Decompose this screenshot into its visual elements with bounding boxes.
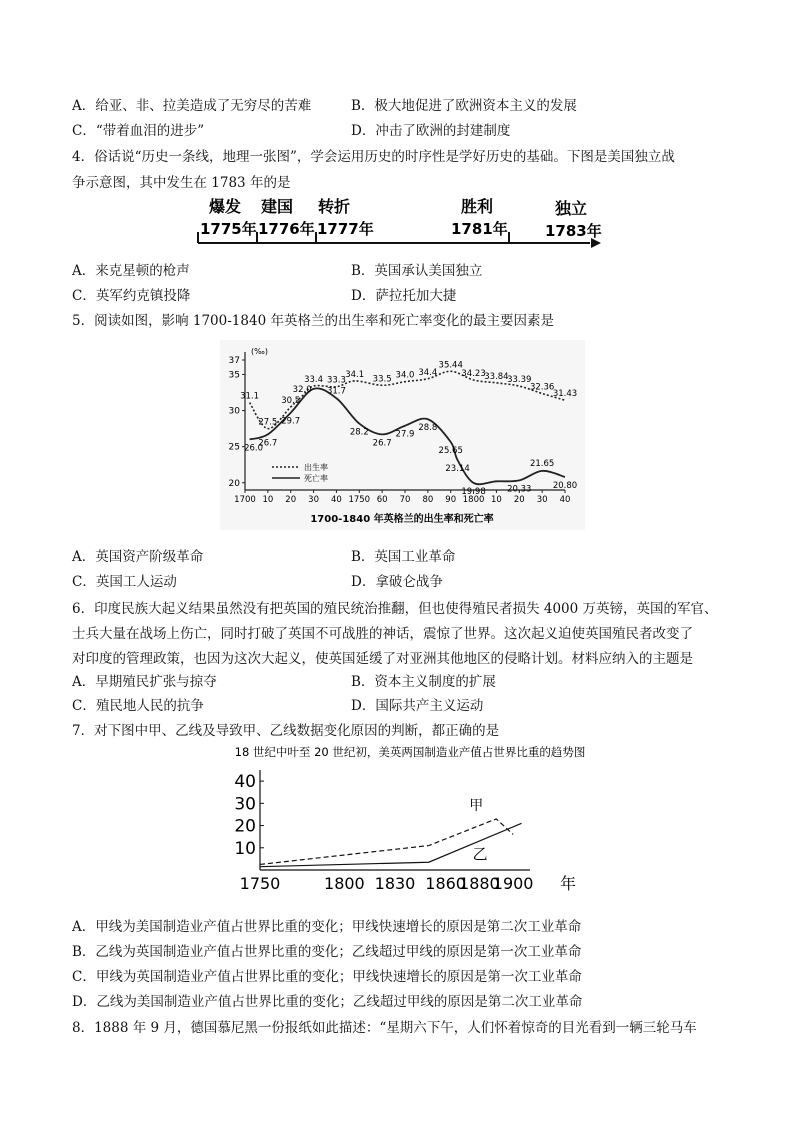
birth-rate-label-9: 34.4 [418, 367, 438, 378]
birth-rate-label-2: 30.5 [281, 395, 301, 406]
q3-option-b: B．极大地促进了欧洲资本主义的发展 [351, 98, 577, 114]
q6-stem-line3: 对印度的管理政策，也因为这次大起义，使英国延缓了对亚洲其他地区的侵略计划。材料应纳入的主题是 [72, 651, 693, 667]
timeline-year-1: 1776年 [258, 220, 315, 238]
death-rate-label-9: 25.65 [438, 445, 463, 456]
chart1-xtick-label-10: 1800 [462, 495, 485, 505]
q7-option-b: B．乙线为英国制造业产值占世界比重的变化；乙线超过甲线的原因是第一次工业革命 [72, 944, 582, 960]
q4-option-b: B．英国承认美国独立 [351, 263, 483, 279]
chart2-ytick-label-2: 30 [234, 794, 256, 815]
death-rate-label-15: 20.80 [552, 481, 578, 491]
q7-option-c: C．甲线为英国制造业产值占世界比重的变化；甲线快速增长的原因是第一次工业革命 [72, 969, 582, 985]
chart1-xtick-label-2: 20 [285, 495, 297, 505]
series-jia-label: 甲 [469, 798, 484, 814]
birth-rate-label-7: 33.5 [372, 374, 392, 385]
q4-timeline [195, 194, 605, 254]
q5-option-d: D．拿破仑战争 [351, 574, 443, 590]
birth-rate-label-4: 33.4 [304, 375, 324, 385]
q6-option-c: C．殖民地人民的抗争 [72, 698, 204, 714]
death-rate-label-13: 20.33 [507, 484, 532, 495]
chart1-xtick-label-4: 40 [331, 495, 342, 505]
birth-rate-label-1: 27.5 [258, 417, 278, 428]
chart2-xtick-label-3: 1860 [425, 874, 466, 893]
q5-option-b: B．英国工业革命 [351, 549, 456, 565]
chart1-ytick-label-4: 37 [228, 356, 240, 366]
chart1-title: 1700-1840 年英格兰的出生率和死亡率 [310, 514, 494, 525]
timeline-year-4: 1783年 [545, 222, 602, 240]
birth-rate-label-14: 32.36 [529, 382, 555, 393]
death-rate-label-10: 23.14 [445, 464, 470, 475]
birth-death-rate-chart [220, 340, 585, 530]
chart1-xtick-label-3: 30 [308, 495, 319, 505]
chart1-ytick-label-0: 20 [228, 478, 240, 489]
chart2-xlabel: 年 [560, 874, 577, 893]
birth-rate-label-0: 31.1 [240, 391, 260, 402]
q6-option-d: D．国际共产主义运动 [351, 698, 484, 714]
chart1-xtick-label-8: 80 [422, 495, 434, 505]
q3-option-a: A．给亚、非、拉美造成了无穷尽的苦难 [72, 98, 312, 114]
death-rate-label-1: 26.7 [258, 438, 278, 449]
q5-stem: 5．阅读如图，影响 1700-1840 年英格兰的出生率和死亡率变化的最主要因素是 [72, 313, 554, 329]
death-rate-label-11: 19.98 [461, 486, 486, 497]
chart1-xtick-label-6: 60 [376, 495, 388, 505]
death-rate-label-14: 21.65 [529, 458, 555, 469]
chart1-xtick-label-9: 90 [445, 495, 457, 505]
q7-option-d: D．乙线为美国制造业产值占世界比重的变化；乙线超过甲线的原因是第二次工业革命 [72, 994, 583, 1010]
chart1-legend-birth-label: 出生率 [304, 463, 328, 472]
timeline-year-2: 1777年 [317, 220, 374, 238]
timeline-event-1: 建国 [261, 197, 294, 216]
q5-option-c: C．英国工人运动 [72, 574, 177, 590]
q6-stem-line2: 士兵大量在战场上伤亡，同时打破了英国不可战胜的神话，震惊了世界。这次起义迫使英国殖民者改变了 [72, 626, 693, 642]
q6-option-a: A．早期殖民扩张与掠夺 [72, 674, 217, 690]
birth-rate-label-6: 34.1 [345, 369, 365, 380]
timeline-event-0: 爆发 [209, 197, 242, 216]
q8-stem: 8．1888 年 9 月，德国慕尼黑一份报纸如此描述：“星期六下午，人们怀着惊奇的目光看到一辆三轮马车 [72, 1020, 697, 1036]
timeline-event-2: 转折 [318, 197, 351, 216]
birth-rate-label-12: 33.84 [484, 371, 509, 382]
q6-option-b: B．资本主义制度的扩展 [351, 674, 496, 690]
death-rate-label-6: 26.7 [372, 438, 392, 449]
q4-option-a: A．来克星顿的枪声 [72, 263, 190, 279]
chart2-ytick-label-1: 20 [234, 816, 256, 837]
birth-rate-label-10: 35.44 [438, 360, 463, 371]
chart1-ytick-label-3: 35 [228, 370, 240, 381]
birth-rate-label-11: 34.23 [461, 369, 486, 380]
birth-rate-label-5: 33.3 [326, 375, 346, 386]
chart1-xtick-label-11: 10 [491, 495, 502, 505]
timeline-year-3: 1781年 [451, 220, 508, 238]
manufacturing-share-chart [230, 745, 590, 895]
chart2-ytick-label-0: 10 [234, 838, 256, 859]
timeline-event-4: 独立 [555, 199, 588, 218]
birth-rate-label-8: 34.0 [395, 370, 415, 381]
death-rate-label-0: 26.0 [244, 443, 264, 454]
chart1-xtick-label-13: 30 [536, 495, 548, 505]
chart1-ytick-label-1: 25 [228, 442, 240, 453]
death-rate-label-8: 28.8 [418, 423, 438, 434]
death-rate-label-2: 29.7 [281, 416, 301, 427]
q5-option-a: A．英国资产阶级革命 [72, 549, 204, 565]
chart1-xtick-label-1: 10 [262, 495, 274, 505]
timeline-event-3: 胜利 [461, 197, 494, 216]
chart2-xtick-label-0: 1750 [239, 874, 281, 893]
chart1-ytick-label-2: 30 [228, 406, 240, 417]
chart2-xtick-label-2: 1830 [374, 874, 416, 893]
chart2-ytick-label-3: 40 [234, 772, 256, 793]
birth-rate-label-15: 31.43 [552, 389, 578, 400]
q4-option-d: D．萨拉托加大捷 [351, 288, 457, 304]
q7-stem: 7．对下图中甲、乙线及导致甲、乙线数据变化原因的判断，都正确的是 [72, 723, 500, 739]
death-rate-label-4: 31.7 [326, 386, 346, 397]
series-yi-label: 乙 [472, 844, 488, 863]
timeline-year-0: 1775年 [200, 220, 257, 238]
q7-option-a: A．甲线为美国制造业产值占世界比重的变化；甲线快速增长的原因是第二次工业革命 [72, 919, 582, 935]
chart1-xtick-label-5: 1750 [348, 495, 371, 505]
q6-stem-line1: 6．印度民族大起义结果虽然没有把英国的殖民统治推翻，但也使得殖民者损失 4000 万英镑，英国的军官、 [72, 601, 718, 617]
chart1-legend-death-label: 死亡率 [304, 474, 328, 483]
chart2-xtick-label-5: 1900 [492, 874, 534, 893]
birth-rate-label-3: 32.0 [292, 385, 312, 396]
q4-stem-line2: 争示意图，其中发生在 1783 年的是 [72, 175, 291, 191]
q4-option-c: C．英军约克镇投降 [72, 288, 191, 304]
chart2-xtick-label-4: 1880 [459, 874, 500, 893]
chart1-xtick-label-12: 20 [513, 495, 525, 505]
chart1-ylabel: (‰) [251, 347, 268, 356]
chart2-title: 18 世纪中叶至 20 世纪初，美英两国制造业产值占世界比重的趋势图 [234, 745, 586, 759]
q4-stem-line1: 4．俗话说“历史一条线，地理一张图”，学会运用历史的时序性是学好历史的基础。下图是美国独立战 [72, 149, 675, 165]
chart1-xtick-label-0: 1700 [234, 495, 256, 505]
q3-option-d: D．冲击了欧洲的封建制度 [351, 123, 511, 139]
birth-rate-label-13: 33.39 [507, 375, 532, 386]
death-rate-label-7: 27.9 [395, 429, 415, 440]
chart1-xtick-label-14: 40 [559, 495, 571, 505]
death-rate-label-5: 28.2 [349, 427, 369, 438]
q3-option-c: C．“带着血泪的进步” [72, 123, 205, 139]
chart1-xtick-label-7: 70 [399, 495, 411, 505]
chart2-xtick-label-1: 1800 [324, 874, 365, 893]
